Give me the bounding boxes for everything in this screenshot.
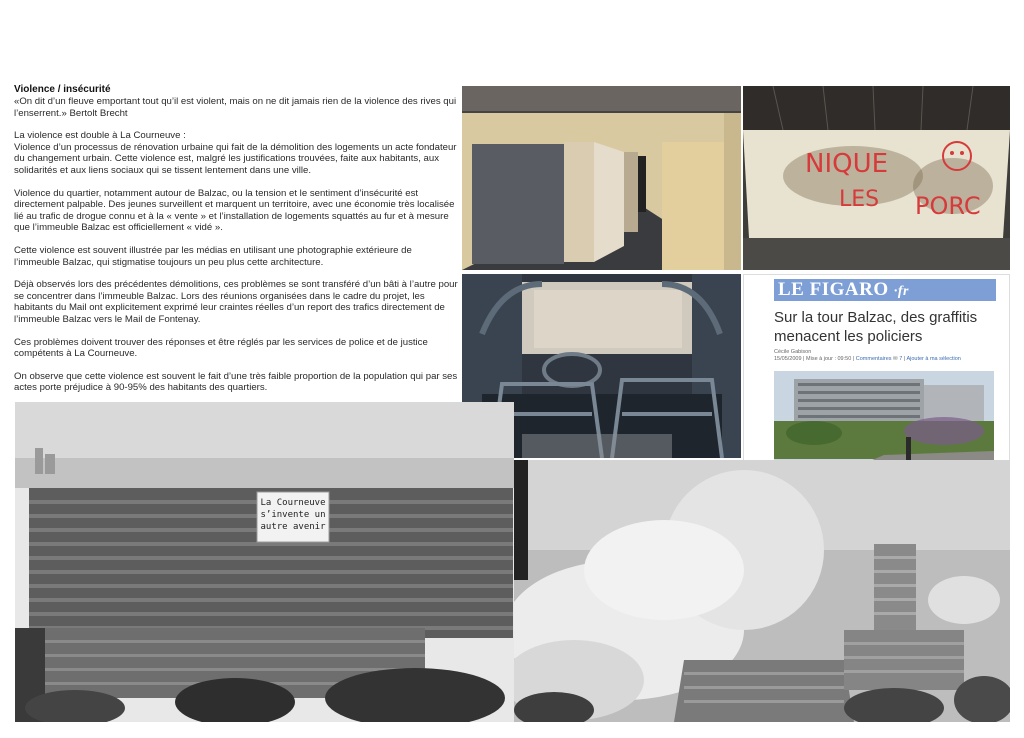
graffiti-text: PORC [915,192,981,220]
figaro-author: Cécile Gabison [774,349,812,355]
graffiti-text: NIQUE [805,149,889,179]
figaro-comments-link[interactable]: Commentaires [855,356,892,362]
quote-paragraph: «On dit d’un fleuve emportant tout qu’il est violent, mais on ne dit jamais rien de la violence des rives qui l’enserrent.» Bertolt Brecht [14,96,457,119]
figaro-logo-suffix: ·fr [893,284,909,299]
figaro-add-selection-link[interactable]: Ajouter à ma sélection [906,356,961,362]
article-text [14,84,460,405]
figaro-headline: Sur la tour Balzac, des graffitis menacent les policiers [774,309,978,345]
paragraph: Déjà observés lors des précédentes démolitions, ces problèmes se sont transféré d’un bâti à l’autre pour se concentrer dans l’immeuble Balzac. Lors des réunions organisées dans le cadre du projet, les habitants du Mail ont explicitement exprimé leur craintes réelles d’un report des trafics directement de l’immeuble Balzac vers le Mail de Fontenay. [14,279,458,325]
banner-text: autre avenir [260,522,326,532]
banner-text: s’invente un [260,510,326,520]
photo-graffiti [743,86,1010,270]
photo-corridor [462,86,741,270]
figaro-logo-text: LE FIGARO [778,279,889,300]
figaro-comment-count: 7 [899,356,903,362]
paragraph: Cette violence est souvent illustrée par les médias en utilisant une photographie extérieure de l’immeuble Balzac, qui stigmatise toujours un peu plus cette architecture. [14,244,412,268]
figaro-date: 15/05/2009 | Mise à jour : 09:50 | [774,356,855,362]
photo-balzac-building [15,402,514,722]
paragraph: On observe que cette violence est souvent le fait d’une très faible proportion de la population qui par ses actes porte préjudice à 90-95% des habitants des quartiers. [14,370,458,394]
figaro-meta: Cécile Gabison 15/05/2009 | Mise à jour : 09:50 | Commentaires ✉ 7 | Ajouter à ma sélection [774,349,1008,363]
banner-text: La Courneuve [260,498,326,508]
section-title: Violence / insécurité [14,84,111,95]
paragraph: Violence du quartier, notamment autour de Balzac, ou la tension et le sentiment d’insécurité est directement palpable. Des jeunes surveillent et marquent un territoire, avec une économie très localisée lié au trafic de drogue connu et à la « vente » et l’installation de logements squattés au fur et à mesure que l’immeuble Balzac est officiellement « vidé ». [14,187,455,234]
graffiti-text: LES [839,187,880,212]
paragraph: Ces problèmes doivent trouver des réponses et être réglés par les services de police et de justice compétents à La Courneuve. [14,336,428,360]
photo-demolition [514,460,1010,722]
paragraph: La violence est double à La Courneuve : Violence d’un processus de rénovation urbaine qui fait de la démolition des logements un acte fondateur du changement urbain. Cette violence est, malgré les justifications trouvées, faite aux habitants, aux solidarités et aux liens sociaux qui se tissent lentement dans une ville. [14,130,457,176]
figaro-logo [774,279,996,301]
comment-icon: ✉ [893,356,898,362]
